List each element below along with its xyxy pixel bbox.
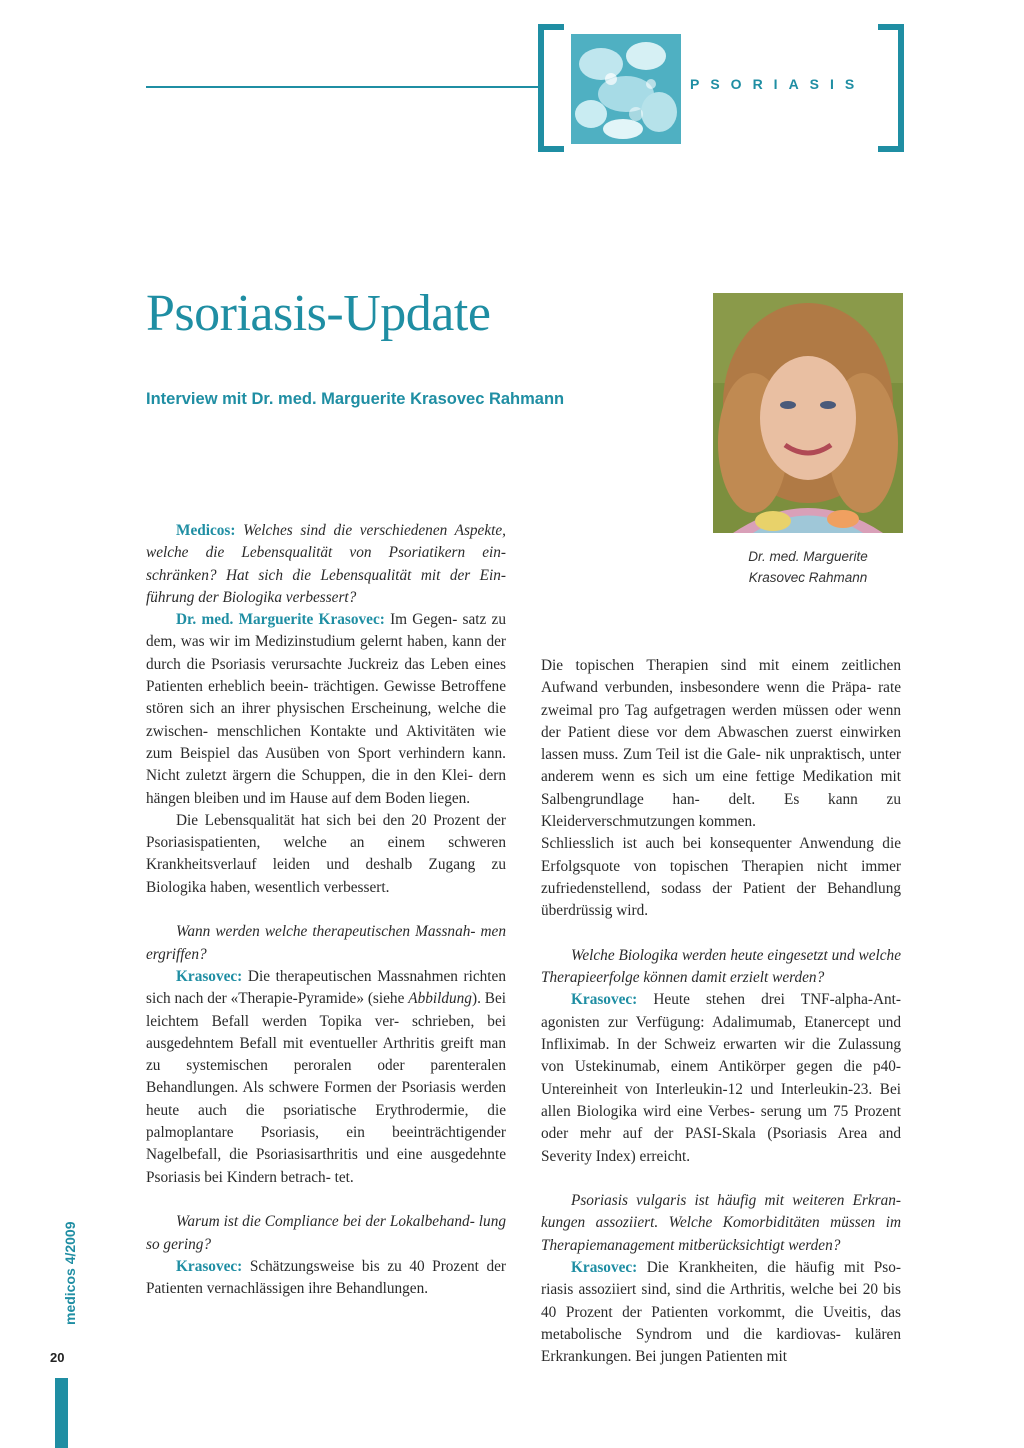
- side-accent-bar: [55, 1378, 68, 1448]
- question-2: Wann werden welche therapeutischen Massnah- men ergriffen?: [146, 923, 506, 963]
- article-column-right: [541, 655, 901, 1369]
- speaker-medicos: Medicos:: [176, 522, 236, 539]
- article-column-left: [146, 520, 506, 1300]
- question-4: Welche Biologika werden heute eingesetzt und welche Therapieerfolge können damit erzielt werden?: [541, 946, 901, 987]
- answer-2-text-b: ). Bei leichtem Befall werden Topika ver- schrieben, bei ausgedehntem Befall mit eventueller Arthritis greift man zu systemischen peroralen oder parenteralen Behandlungen. Als schwere Formen der Psoriasis werden heute auch die psoriatische Erythrodermie, die palmoplantare Psoriasis, ein beeinträchtigender Nagelbefall, die Psoriasisarthritis und eine ausgedehnte Psoriasis bei Kindern betrach- tet.: [146, 990, 506, 1186]
- answer-5-text: Die Krankheiten, die häufig mit Pso- riasis assoziiert sind, sind die Arthritis, welche bei 20 bis 40 Prozent der Patienten vorkommt, die Uveitis, das metabolische Syndrom und die kardiovas- kulären Erkrankungen. Bei jungen Patienten mit: [541, 1259, 901, 1366]
- speaker-krasovec: Krasovec:: [176, 967, 243, 985]
- speaker-krasovec: Krasovec:: [571, 991, 638, 1009]
- answer-3-text: Schätzungsweise bis zu 40 Prozent der Patienten vernachlässigen ihre Behandlungen.: [146, 1257, 507, 1298]
- answer-1-text: Im Gegen- satz zu dem, was wir im Medizinstudium gelernt haben, kann der durch die Psoriasis verursachte Juckreiz das Leben eines Patienten erheblich beein- trächtigen. Gewisse Betroffene stören sich an ihrer physischen Erscheinung, welche die zwischen- menschlichen Kontakte und Aktivitäten wie zum Beispiel das Ausüben von Sport verhindern kann. Nicht zuletzt ärgern die Schuppen, die in den Klei- dern hängen bleiben und im Hause auf dem Boden liegen.: [146, 611, 506, 807]
- journal-issue-label: [48, 1195, 76, 1325]
- question-5: Psoriasis vulgaris ist häufig mit weiteren Erkran- kungen assoziiert. Welche Komorbiditäten müssen im Therapiemanagement mitberücksichtigt werden?: [541, 1192, 901, 1254]
- journal-issue-text: medicos 4/2009: [62, 1221, 78, 1325]
- question-3: Warum ist die Compliance bei der Lokalbehand- lung so gering?: [146, 1213, 506, 1253]
- answer-2-text-a: Die therapeutischen Massnahmen richten sich nach der «Therapie-Pyramide» (siehe: [146, 967, 506, 1008]
- page-subtitle: Interview mit Dr. med. Marguerite Krasovec Rahmann: [146, 390, 565, 408]
- speaker-krasovec: Krasovec:: [176, 1257, 243, 1275]
- section-label: PSORIASIS: [690, 76, 866, 92]
- question-1-text: Welches sind die verschiedenen Aspekte, welche die Lebensqualität von Psoriatikern ein- schränken? Hat sich die Lebensqualität mit der Ein- führung der Biologika verbessert?: [146, 522, 507, 606]
- psoriasis-skin-image: [571, 34, 681, 144]
- portrait-photo: [713, 293, 903, 533]
- page-title: Psoriasis-Update: [146, 285, 491, 342]
- answer-1-paragraph-2: Die Lebensqualität hat sich bei den 20 Prozent der Psoriasispatienten, welche an einem schweren Krankheitsverlauf leiden und deshalb Zugang zu Biologika haben, wesentlich verbessert.: [146, 811, 506, 896]
- question-1: [146, 520, 506, 609]
- speaker-krasovec: Krasovec:: [571, 1259, 638, 1277]
- header-bracket-left: [538, 24, 564, 152]
- answer-4: [541, 989, 901, 1167]
- answer-2-italic: Abbildung: [408, 990, 472, 1008]
- answer-3: [146, 1256, 506, 1301]
- answer-1: [146, 609, 506, 810]
- answer-4-text: Heute stehen drei TNF-alpha-Ant- agonisten zur Verfügung: Adalimumab, Etanercept und Infliximab. In der Schweiz erwarten wir die Zulassung von Ustekinumab, einem Antikörper gegen die p40-Untereinheit von Interleukin-12 und Interleukin-23. Bei allen Biologika wird eine Verbes- serung um 75 Prozent oder mehr auf der PASI-Skala (Psoriasis Area and Severity Index) erreicht.: [541, 991, 901, 1165]
- answer-5: [541, 1257, 901, 1368]
- header-bracket-right: [878, 24, 904, 152]
- answer-2: [146, 966, 506, 1189]
- right-paragraph-1: Die topischen Therapien sind mit einem zeitlichen Aufwand verbunden, insbesondere wenn die Präpa- rate zweimal pro Tag aufgetragen werden müssen oder wenn der Patient diese vor dem Abwaschen zuerst einwirken lassen muss. Zum Teil ist die Gale- nik unpraktisch, unter anderem wenn es sich um eine fettige Medikation mit Salbengrundlage han- delt. Es kann zu Kleiderverschmutzungen kommen.: [541, 657, 901, 831]
- photo-caption: [713, 546, 903, 588]
- header-rule: [146, 86, 538, 88]
- right-paragraph-2: Schliesslich ist auch bei konsequenter Anwendung die Erfolgsquote von topischen Therapien nicht immer zufriedenstellend, sodass der Patient der Behandlung überdrüssig wird.: [541, 835, 901, 920]
- speaker-krasovec-full: Dr. med. Marguerite Krasovec:: [176, 611, 385, 629]
- photo-caption-line1: Dr. med. Marguerite: [748, 549, 868, 564]
- page-number: 20: [50, 1350, 65, 1365]
- photo-caption-line2: Krasovec Rahmann: [748, 570, 868, 585]
